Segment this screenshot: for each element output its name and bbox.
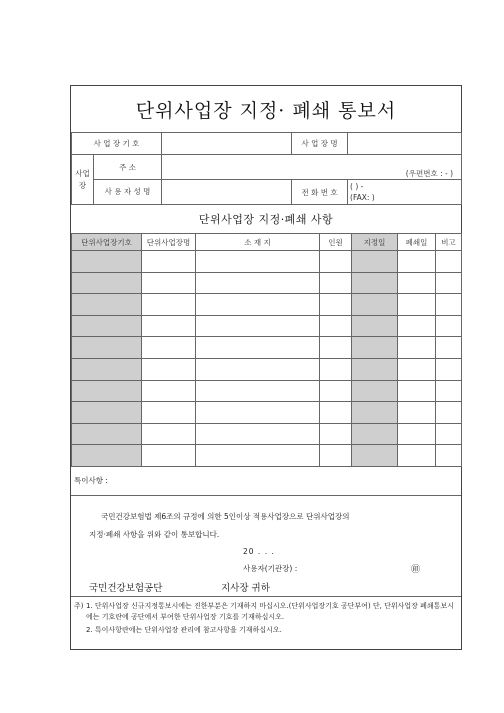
table-row bbox=[72, 315, 462, 337]
unit-code-cell[interactable] bbox=[72, 423, 142, 445]
remarks-cell[interactable] bbox=[436, 294, 462, 316]
closure-date-cell[interactable] bbox=[398, 380, 436, 402]
remarks-cell[interactable] bbox=[436, 402, 462, 424]
unit-name-cell[interactable] bbox=[142, 445, 196, 467]
headcount-cell[interactable] bbox=[320, 358, 352, 380]
phone-field[interactable] bbox=[348, 180, 462, 205]
location-cell[interactable] bbox=[196, 445, 320, 467]
table-row bbox=[72, 251, 462, 273]
business-info-table bbox=[71, 132, 462, 205]
location-cell[interactable] bbox=[196, 272, 320, 294]
table-row bbox=[72, 402, 462, 424]
biz-name-label: 사 업 장 명 bbox=[292, 133, 348, 155]
unit-name-cell[interactable] bbox=[142, 294, 196, 316]
headcount-cell[interactable] bbox=[320, 445, 352, 467]
zipcode-text: (우편번호 : - ) bbox=[405, 169, 454, 178]
table-row bbox=[72, 358, 462, 380]
location-cell[interactable] bbox=[196, 251, 320, 273]
fax-text: (FAX: ) bbox=[350, 193, 375, 202]
form-title: 단위사업장 지정· 폐쇄 통보서 bbox=[135, 100, 397, 122]
remarks-cell[interactable] bbox=[436, 445, 462, 467]
designation-date-cell[interactable] bbox=[352, 251, 398, 273]
closure-date-cell[interactable] bbox=[398, 294, 436, 316]
business-group-label: 사업장 bbox=[72, 155, 94, 205]
user-label: 사용자(기관장) : bbox=[243, 564, 298, 573]
body-line-1: 국민건강보험법 제6조의 규정에 의한 5인이상 적용사업장으로 단위사업장의 bbox=[101, 512, 350, 521]
headcount-cell[interactable] bbox=[320, 315, 352, 337]
unit-code-cell[interactable] bbox=[72, 380, 142, 402]
biz-name-field[interactable] bbox=[348, 133, 462, 155]
seal-mark: ㊞ bbox=[411, 565, 421, 575]
unit-code-cell[interactable] bbox=[72, 315, 142, 337]
unit-code-cell[interactable] bbox=[72, 445, 142, 467]
unit-name-cell[interactable] bbox=[142, 380, 196, 402]
designation-date-cell[interactable] bbox=[352, 445, 398, 467]
unit-name-cell[interactable] bbox=[142, 358, 196, 380]
biz-code-field[interactable] bbox=[162, 133, 292, 155]
address-label: 주 소 bbox=[94, 155, 162, 180]
unit-name-cell[interactable] bbox=[142, 272, 196, 294]
headcount-cell[interactable] bbox=[320, 380, 352, 402]
org-name: 국민건강보험공단 bbox=[89, 583, 163, 594]
note-1: 1. 단위사업장 신규지정통보시에는 진한부분은 기재하지 마십시오.(단위사업장기호 공단부여) 단, 단위사업장 폐쇄통보시에는 기호란에 공단에서 부여한 단위사업장 기호를 기재하십시오. bbox=[86, 602, 454, 621]
headcount-cell[interactable] bbox=[320, 402, 352, 424]
owner-name-field[interactable] bbox=[162, 180, 292, 205]
phone-text: ( ) - bbox=[350, 182, 364, 191]
notes bbox=[74, 601, 458, 636]
header-headcount: 인원 bbox=[320, 234, 352, 251]
header-closure-date: 폐쇄일 bbox=[398, 234, 436, 251]
designation-date-cell[interactable] bbox=[352, 402, 398, 424]
designation-date-cell[interactable] bbox=[352, 337, 398, 359]
closure-date-cell[interactable] bbox=[398, 272, 436, 294]
unit-code-cell[interactable] bbox=[72, 337, 142, 359]
table-row bbox=[72, 380, 462, 402]
notes-label: 주) bbox=[74, 602, 84, 610]
table-row bbox=[72, 337, 462, 359]
unit-name-cell[interactable] bbox=[142, 251, 196, 273]
phone-label: 전 화 번 호 bbox=[292, 180, 348, 205]
location-cell[interactable] bbox=[196, 380, 320, 402]
header-remarks: 비고 bbox=[436, 234, 462, 251]
designation-date-cell[interactable] bbox=[352, 294, 398, 316]
designation-date-cell[interactable] bbox=[352, 315, 398, 337]
remarks-cell[interactable] bbox=[436, 380, 462, 402]
headcount-cell[interactable] bbox=[320, 337, 352, 359]
headcount-cell[interactable] bbox=[320, 272, 352, 294]
remarks-cell[interactable] bbox=[436, 315, 462, 337]
owner-name-label: 사 용 자 성 명 bbox=[94, 180, 162, 205]
divider bbox=[71, 495, 461, 496]
remark-label: 특이사항 : bbox=[74, 476, 108, 485]
note-2: 2. 특이사항란에는 단위사업장 관리에 참고사항을 기재하십시오. bbox=[86, 626, 282, 634]
table-header-row bbox=[72, 234, 462, 251]
section-title: 단위사업장 지정·폐쇄 사항 bbox=[198, 213, 334, 226]
location-cell[interactable] bbox=[196, 294, 320, 316]
location-cell[interactable] bbox=[196, 402, 320, 424]
unit-code-cell[interactable] bbox=[72, 294, 142, 316]
header-unit-name: 단위사업장명 bbox=[142, 234, 196, 251]
header-unit-code: 단위사업장기호 bbox=[72, 234, 142, 251]
unit-name-cell[interactable] bbox=[142, 402, 196, 424]
location-cell[interactable] bbox=[196, 423, 320, 445]
closure-date-cell[interactable] bbox=[398, 315, 436, 337]
header-designation-date: 지정일 bbox=[352, 234, 398, 251]
address-field[interactable] bbox=[162, 155, 462, 180]
closure-date-cell[interactable] bbox=[398, 337, 436, 359]
designation-date-cell[interactable] bbox=[352, 423, 398, 445]
headcount-cell[interactable] bbox=[320, 423, 352, 445]
unit-name-cell[interactable] bbox=[142, 315, 196, 337]
table-row bbox=[72, 445, 462, 467]
closure-date-cell[interactable] bbox=[398, 251, 436, 273]
remarks-cell[interactable] bbox=[436, 358, 462, 380]
recipient: 지사장 귀하 bbox=[221, 583, 270, 594]
unit-code-cell[interactable] bbox=[72, 251, 142, 273]
table-row bbox=[72, 272, 462, 294]
designation-date-cell[interactable] bbox=[352, 358, 398, 380]
headcount-cell[interactable] bbox=[320, 251, 352, 273]
divider bbox=[71, 596, 461, 597]
closure-date-cell[interactable] bbox=[398, 358, 436, 380]
designation-date-cell[interactable] bbox=[352, 380, 398, 402]
location-cell[interactable] bbox=[196, 337, 320, 359]
body-line-2: 지정·폐쇄 사항을 위와 같이 통보합니다. bbox=[89, 530, 220, 539]
table-row bbox=[72, 423, 462, 445]
location-cell[interactable] bbox=[196, 315, 320, 337]
unit-code-cell[interactable] bbox=[72, 272, 142, 294]
closure-date-cell[interactable] bbox=[398, 423, 436, 445]
remarks-cell[interactable] bbox=[436, 272, 462, 294]
unit-name-cell[interactable] bbox=[142, 423, 196, 445]
location-cell[interactable] bbox=[196, 358, 320, 380]
unit-name-cell[interactable] bbox=[142, 337, 196, 359]
remarks-cell[interactable] bbox=[436, 251, 462, 273]
notice-form bbox=[70, 85, 462, 650]
header-location: 소 재 지 bbox=[196, 234, 320, 251]
biz-code-label: 사 업 장 기 호 bbox=[72, 133, 162, 155]
unit-workplace-table bbox=[71, 233, 462, 467]
remarks-cell[interactable] bbox=[436, 337, 462, 359]
remarks-cell[interactable] bbox=[436, 423, 462, 445]
closure-date-cell[interactable] bbox=[398, 402, 436, 424]
closure-date-cell[interactable] bbox=[398, 445, 436, 467]
date-field[interactable]: 20 . . . bbox=[243, 547, 275, 556]
table-row bbox=[72, 294, 462, 316]
designation-date-cell[interactable] bbox=[352, 272, 398, 294]
unit-code-cell[interactable] bbox=[72, 402, 142, 424]
unit-code-cell[interactable] bbox=[72, 358, 142, 380]
headcount-cell[interactable] bbox=[320, 294, 352, 316]
